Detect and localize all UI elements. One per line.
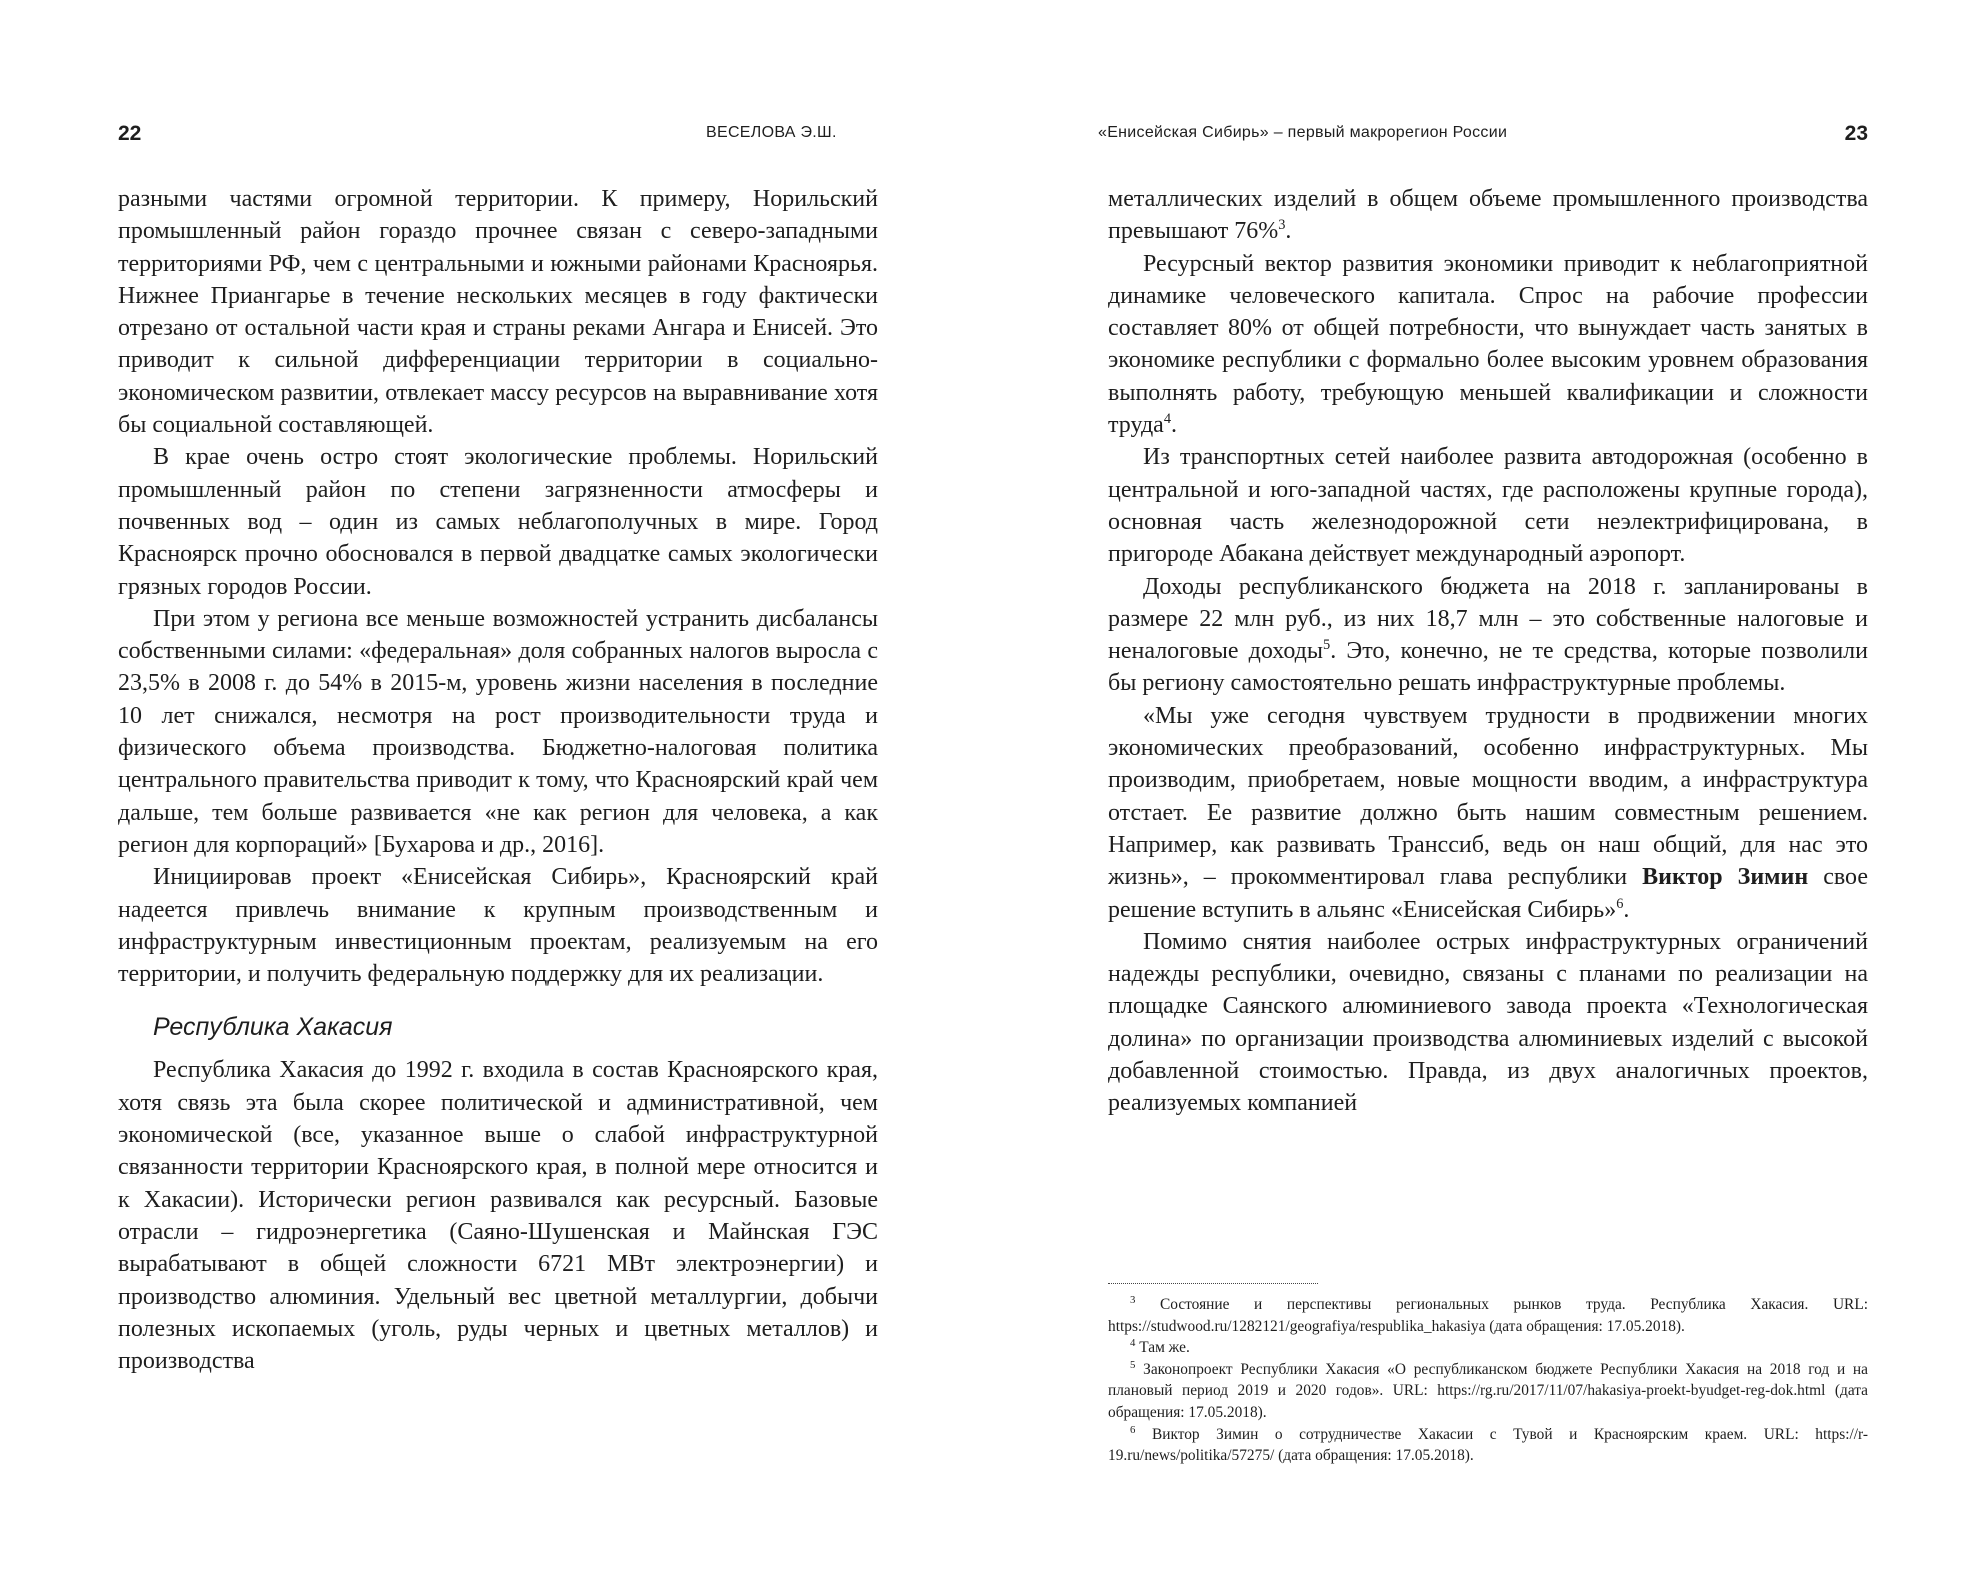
paragraph-text: металлических изделий в общем объеме промышленного производства превышают 76% bbox=[1108, 186, 1868, 245]
left-page bbox=[118, 0, 878, 1575]
section-heading: Республика Хакасия bbox=[153, 1013, 393, 1042]
footnote-ref[interactable]: 3 bbox=[1278, 217, 1286, 234]
footnote-ref[interactable]: 5 bbox=[1323, 637, 1331, 654]
paragraph-text: . bbox=[1171, 412, 1178, 439]
footnote-number: 4 bbox=[1130, 1337, 1136, 1350]
footnote bbox=[1108, 1337, 1868, 1359]
running-head-author: ВЕСЕЛОВА Э.Ш. bbox=[706, 124, 837, 141]
footnotes bbox=[1108, 1294, 1868, 1467]
footnote bbox=[1108, 1359, 1868, 1424]
footnote-number: 3 bbox=[1130, 1293, 1136, 1306]
paragraph: Республика Хакасия до 1992 г. входила в состав Красноярского края, хотя связь эта была скорее политической и административной, чем экономической (все, указанное выше о слабой инфраструктурной связанности территории Красноярского края, в полной мере относится и к Хакасии). Исторически регион развивался как ресурсный. Базовые отрасли – гидроэнергетика (Саяно-Шушенская и Майнская ГЭС вырабатывают в общей сложности 6721 МВт электроэнергии) и производство алюминия. Удельный вес цветной металлургии, добычи полезных ископаемых (уголь, руды черных и цветных металлов) и производства bbox=[118, 1057, 878, 1375]
paragraph: Инициировав проект «Енисейская Сибирь», Красноярский край надеется привлечь внимание к крупным производственным и инфраструктурным инвестиционным проектам, реализуемым на его территории, и получить федеральную поддержку для их реализации. bbox=[118, 864, 878, 988]
paragraph: Из транспортных сетей наиболее развита автодорожная (особенно в центральной и юго-западной частях, где расположены крупные города), основная часть железнодорожной сети неэлектрифицирована, в пригороде Абакана действует международный аэропорт. bbox=[1108, 444, 1868, 568]
left-page-body bbox=[118, 183, 878, 1377]
footnote-divider bbox=[1108, 1283, 1318, 1284]
paragraph: Помимо снятия наиболее острых инфраструктурных ограничений надежды республики, очевидно, связаны с планами по реализации на площадке Саянского алюминиевого завода проекта «Технологическая долина» по организации производства алюминиевых изделий с высокой добавленной стоимостью. Правда, из двух аналогичных проектов, реализуемых компанией bbox=[1108, 928, 1868, 1117]
paragraph-text: Ресурсный вектор развития экономики приводит к неблагоприятной динамике человеческого капитала. Спрос на рабочие профессии составляет 80% от общей потребности, что вынуждает часть занятых в экономике республики с формально более высоким уровнем образования выполнять работу, требующую меньшей квалификации и сложности труда bbox=[1108, 250, 1868, 439]
running-head-chapter: «Енисейская Сибирь» – первый макрорегион России bbox=[1098, 124, 1508, 141]
paragraph: разными частями огромной территории. К примеру, Норильский промышленный район гораздо прочнее связан с северо-западными территориями РФ, чем с центральными и южными районами Красноярья. Нижнее Приангарье в течение нескольких месяцев в году фактически отрезано от остальной части края и страны реками Ангара и Енисей. Это приводит к сильной дифференциации территории в социально-экономическом развитии, отвлекает массу ресурсов на выравнивание хотя бы социальной составляющей. bbox=[118, 186, 878, 439]
footnote bbox=[1108, 1294, 1868, 1337]
page-number-right: 23 bbox=[1844, 122, 1868, 145]
paragraph bbox=[1108, 248, 1868, 442]
paragraph-text: . bbox=[1623, 896, 1630, 923]
paragraph bbox=[1108, 700, 1868, 926]
paragraph-text: «Мы уже сегодня чувствуем трудности в продвижении многих экономических преобразований, особенно инфраструктурных. Мы производим, приобретаем, новые мощности вводим, а инфраструктура отстает. Ее развитие должно быть нашим совместным решением. Например, как развивать Транссиб, ведь он наш общий, для нас это жизнь», – прокомментировал глава республики bbox=[1108, 702, 1868, 891]
right-page-body bbox=[1108, 183, 1868, 1120]
footnote-ref[interactable]: 4 bbox=[1163, 411, 1172, 428]
paragraph: При этом у региона все меньше возможностей устранить дисбалансы собственными силами: «федеральная» доля собранных налогов выросла с 23,5% в 2008 г. до 54% в 2015-м, уровень жизни населения в последние 10 лет снижался, несмотря на рост производительности труда и физического объема производства. Бюджетно-налоговая политика центрального правительства приводит к тому, что Красноярский край чем дальше, тем больше развивается «не как регион для человека, а как регион для корпораций» [Бухарова и др., 2016]. bbox=[118, 605, 878, 858]
footnote-text: Виктор Зимин о сотрудничестве Хакасии с Тувой и Красноярским краем. URL: https://r-19.ru/news/politika/57275/ (дата обращения: 17.05.2018). bbox=[1108, 1425, 1868, 1465]
paragraph-text: свое решение вступить в альянс «Енисейская Сибирь» bbox=[1108, 864, 1869, 923]
paragraph-text: . Это, конечно, не те средства, которые позволили бы региону самостоятельно решать инфраструктурные проблемы. bbox=[1108, 638, 1868, 697]
bold-name: Виктор Зимин bbox=[1642, 864, 1809, 891]
footnote-number: 5 bbox=[1130, 1358, 1136, 1371]
running-head-left bbox=[118, 122, 878, 150]
paragraph bbox=[1108, 571, 1868, 700]
right-page bbox=[1098, 0, 1869, 1575]
footnote-text: Законопроект Республики Хакасия «О республиканском бюджете Республики Хакасия на 2018 год и на плановый период 2019 и 2020 годов». URL: https://rg.ru/2017/11/07/hakasiya-proekt-byudget-reg-dok.html (дата обращения: 17.05.2018). bbox=[1108, 1360, 1868, 1421]
running-head-right bbox=[1098, 122, 1868, 150]
paragraph bbox=[1108, 183, 1868, 248]
paragraph-text: . bbox=[1285, 218, 1292, 245]
paragraph-text: Доходы республиканского бюджета на 2018 г. запланированы в размере 22 млн руб., из них 18,7 млн – это собственные налоговые и неналоговые доходы bbox=[1108, 573, 1868, 665]
footnote-text: Там же. bbox=[1139, 1339, 1190, 1357]
page-number-left: 22 bbox=[118, 122, 142, 145]
footnote bbox=[1108, 1424, 1868, 1467]
paragraph: В крае очень остро стоят экологические проблемы. Норильский промышленный район по степени загрязненности атмосферы и почвенных вод – один из самых неблагополучных в мире. Город Красноярск прочно обосновался в первой двадцатке самых экологически грязных городов России. bbox=[118, 444, 878, 600]
footnote-text: Состояние и перспективы региональных рынков труда. Республика Хакасия. URL: https://studwood.ru/1282121/geografiya/respublika_hakasiya (дата обращения: 17.05.2018). bbox=[1108, 1296, 1868, 1335]
footnote-ref[interactable]: 6 bbox=[1616, 895, 1624, 912]
footnote-number: 6 bbox=[1130, 1423, 1136, 1436]
